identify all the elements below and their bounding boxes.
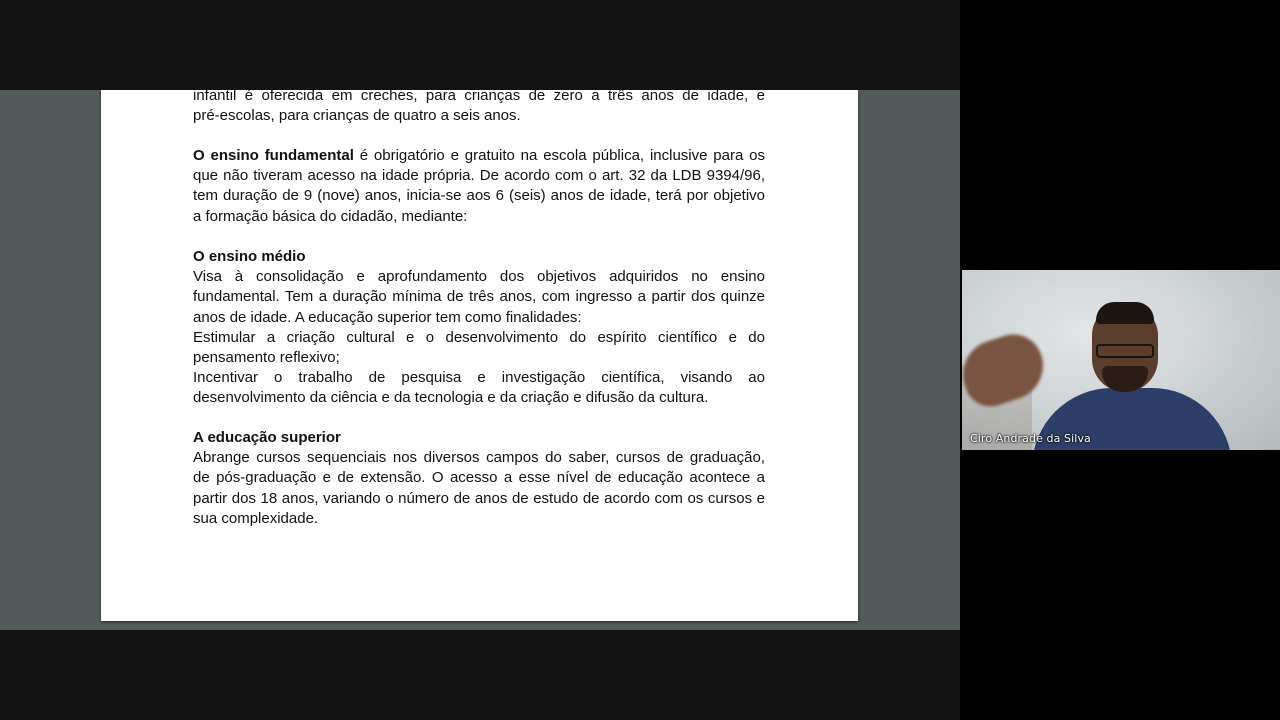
fundamental-paragraph	[193, 146, 765, 227]
text-line: pré-escolas, para crianças de quatro a seis anos.	[193, 107, 521, 125]
text-fragment: é obrigatório e gratuito na escola pública, inclusive para os	[353, 147, 766, 164]
participant-video-tile[interactable]	[962, 270, 1280, 450]
text-line: de pós-graduação e de extensão. O acesso a esse nível de educação acontece a	[193, 469, 765, 487]
text-line: Abrange cursos sequenciais nos diversos campos do saber, cursos de graduação,	[193, 449, 765, 467]
document-viewer[interactable]	[0, 90, 960, 630]
text-line: infantil é oferecida em creches, para crianças de zero a três anos de idade, e	[193, 90, 765, 104]
text-line: tem duração de 9 (nove) anos, inicia-se aos 6 (seis) anos de idade, terá por objetivo	[193, 187, 765, 205]
text-line	[193, 146, 765, 166]
participant-hair	[1096, 302, 1154, 324]
intro-paragraph	[193, 90, 765, 126]
participant-glasses	[1096, 344, 1154, 358]
text-line: partir dos 18 anos, variando o número de anos de estudo de acordo com os cursos e	[193, 489, 765, 507]
text-line: que não tiveram acesso na idade própria. De acordo com o art. 32 da LDB 9394/96,	[193, 167, 765, 185]
superior-section	[193, 428, 765, 529]
text-line: fundamental. Tem a duração mínima de três anos, com ingresso a partir dos quinze	[193, 288, 765, 306]
document-page	[101, 90, 858, 621]
text-line: anos de idade. A educação superior tem como finalidades:	[193, 308, 582, 326]
text-line: Visa à consolidação e aprofundamento dos objetivos adquiridos no ensino	[193, 268, 765, 286]
participant-name-label: Ciro Andrade da Silva	[970, 432, 1091, 445]
text-line: sua complexidade.	[193, 509, 319, 527]
fundamental-heading: O ensino fundamental	[193, 147, 354, 164]
medio-heading: O ensino médio	[193, 248, 306, 265]
text-line: Incentivar o trabalho de pesquisa e investigação científica, visando ao	[193, 369, 765, 387]
text-line: desenvolvimento da ciência e da tecnologia e da criação e difusão da cultura.	[193, 389, 709, 407]
medio-section	[193, 247, 765, 409]
text-line: Estimular a criação cultural e o desenvolvimento do espírito científico e do	[193, 328, 765, 346]
text-line: pensamento reflexivo;	[193, 349, 340, 367]
superior-heading: A educação superior	[193, 429, 341, 446]
text-line: a formação básica do cidadão, mediante:	[193, 207, 468, 225]
